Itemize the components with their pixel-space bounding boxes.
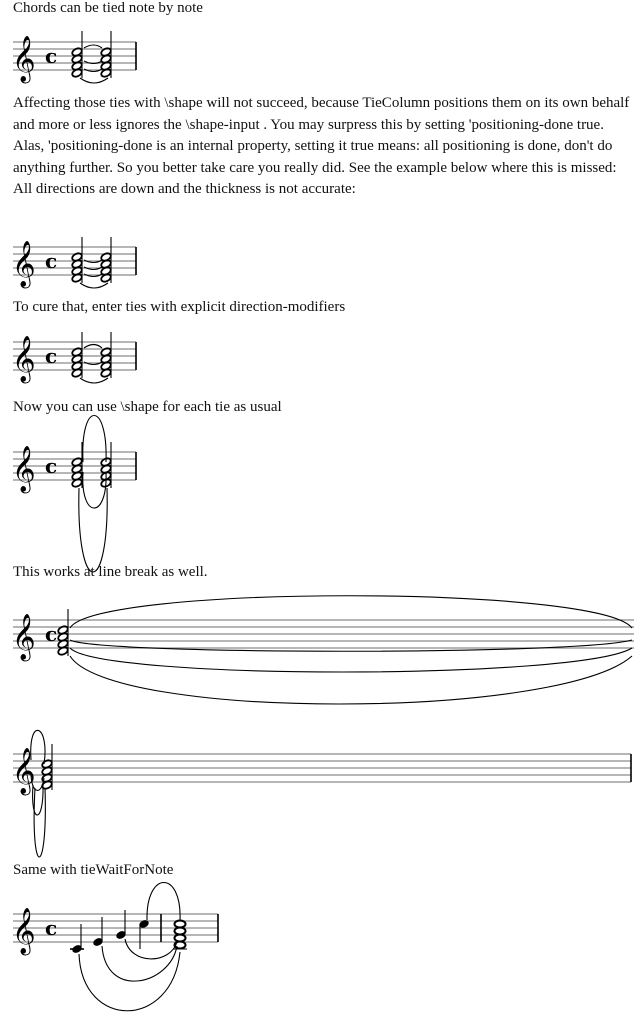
treble-clef-icon: 𝄞 — [12, 36, 36, 82]
wait-ties — [79, 883, 180, 1011]
caption-chords-tied: Chords can be tied note by note — [13, 0, 203, 16]
music-example-3 — [0, 300, 634, 385]
long-ties — [70, 596, 632, 704]
time-signature: c — [45, 249, 58, 273]
caption-use-shape: Now you can use \shape for each tie as usual — [13, 399, 282, 415]
treble-clef-icon: 𝄞 — [12, 748, 36, 794]
music-example-5b — [0, 730, 634, 860]
music-example-2 — [0, 205, 634, 290]
treble-clef-icon: 𝄞 — [12, 908, 36, 954]
time-signature: c — [45, 622, 58, 646]
caption-tie-wait-for-note: Same with tieWaitForNote — [13, 862, 174, 878]
treble-clef-icon: 𝄞 — [12, 336, 36, 382]
treble-clef-icon: 𝄞 — [12, 446, 36, 492]
time-signature: c — [45, 44, 58, 68]
caption-cure: To cure that, enter ties with explicit direction-modifiers — [13, 299, 346, 315]
time-signature: c — [45, 454, 58, 478]
note-c-high — [138, 919, 150, 949]
treble-clef-icon: 𝄞 — [12, 614, 36, 660]
treble-clef-icon: 𝄞 — [12, 241, 36, 287]
shaped-ties — [79, 416, 107, 573]
music-example-4 — [0, 410, 634, 560]
music-example-6 — [0, 880, 634, 1013]
chord-2 — [100, 31, 112, 78]
caption-line-break: This works at line break as well. — [13, 564, 208, 580]
music-example-5a — [0, 580, 634, 730]
time-signature: c — [45, 344, 58, 368]
time-signature: c — [45, 916, 58, 940]
caption-shape-not-succeed: Affecting those ties with \shape will not succeed, because TieColumn positions them on its own behalf and more or less ignores the \shape-input . You may surpress this by setting 'positioning-done true. Alas, 'positioning-done is an internal property, setting it true means: all positioning is done, don't do anything further. So you better take care you really did. See the example below where this is missed: All directions are down and the thickness is not accurate: — [13, 95, 630, 197]
music-example-1 — [0, 0, 634, 95]
chord-1 — [71, 31, 83, 78]
